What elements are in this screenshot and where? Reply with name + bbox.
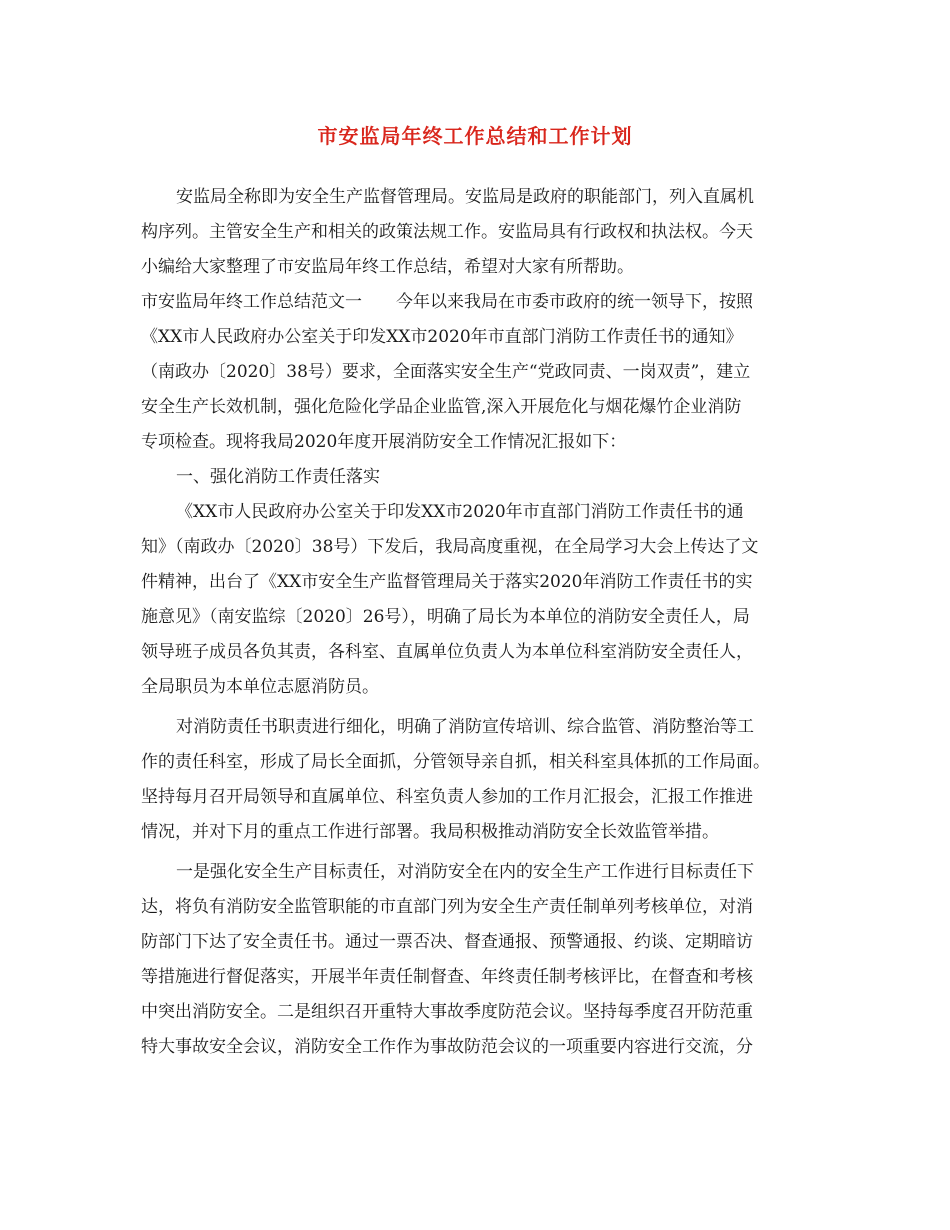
text-line: 特大事故安全会议，消防安全工作作为事故防范会议的一项重要内容进行交流，分 <box>141 1037 753 1057</box>
text-line: 等措施进行督促落实，开展半年责任制督查、年终责任制考核评比，在督查和考核 <box>141 967 753 987</box>
text-line: 领导班子成员各负其责，各科室、直属单位负责人为本单位科室消防安全责任人， <box>141 642 753 662</box>
text-line: 知》（南政办〔2020〕38号）下发后，我局高度重视，在全局学习大会上传达了文 <box>141 537 759 557</box>
text-line: 达，将负有消防安全监管职能的市直部门列为安全生产责任制单列考核单位，对消 <box>141 897 753 917</box>
text-line: 防部门下达了安全责任书。通过一票否决、督查通报、预警通报、约谈、定期暗访 <box>141 932 753 952</box>
text-line: 一是强化安全生产目标责任，对消防安全在内的安全生产工作进行目标责任下 <box>176 862 754 882</box>
text-line: 件精神，出台了《XX市安全生产监督管理局关于落实2020年消防工作责任书的实 <box>141 572 753 592</box>
text-line: 《XX市人民政府办公室关于印发XX市2020年市直部门消防工作责任书的通 <box>176 502 744 522</box>
text-line: 一、强化消防工作责任落实 <box>176 467 380 487</box>
text-line: 安全生产长效机制，强化危险化学品企业监管,深入开展危化与烟花爆竹企业消防 <box>141 397 742 417</box>
text-line: 作的责任科室，形成了局长全面抓，分管领导亲自抓，相关科室具体抓的工作局面。 <box>141 752 770 772</box>
text-line: 坚持每月召开局领导和直属单位、科室负责人参加的工作月汇报会，汇报工作推进 <box>141 787 753 807</box>
text-line: 安监局全称即为安全生产监督管理局。安监局是政府的职能部门，列入直属机 <box>176 187 754 207</box>
text-line: 专项检查。现将我局2020年度开展消防安全工作情况汇报如下： <box>141 432 627 452</box>
text-line: 施意见》（南安监综〔2020〕26号），明确了局长为本单位的消防安全责任人，局 <box>141 607 750 627</box>
text-line: 全局职员为本单位志愿消防员。 <box>141 677 379 697</box>
text-line: 对消防责任书职责进行细化，明确了消防宣传培训、综合监管、消防整治等工 <box>176 717 754 737</box>
text-line: 中突出消防安全。二是组织召开重特大事故季度防范会议。坚持每季度召开防范重 <box>141 1002 753 1022</box>
text-line: 《XX市人民政府办公室关于印发XX市2020年市直部门消防工作责任书的通知》 <box>141 327 743 347</box>
text-line: 构序列。主管安全生产和相关的政策法规工作。安监局具有行政权和执法权。今天 <box>141 222 753 242</box>
text-line: （南政办〔2020〕38号）要求，全面落实安全生产“党政同责、一岗双责”，建立 <box>141 362 751 382</box>
text-line: 情况，并对下月的重点工作进行部署。我局积极推动消防安全长效监管举措。 <box>141 822 719 842</box>
document-title: 市安监局年终工作总结和工作计划 <box>317 124 633 148</box>
text-line: 市安监局年终工作总结范文一 今年以来我局在市委市政府的统一领导下，按照 <box>141 292 753 312</box>
text-line: 小编给大家整理了市安监局年终工作总结，希望对大家有所帮助。 <box>141 257 634 277</box>
